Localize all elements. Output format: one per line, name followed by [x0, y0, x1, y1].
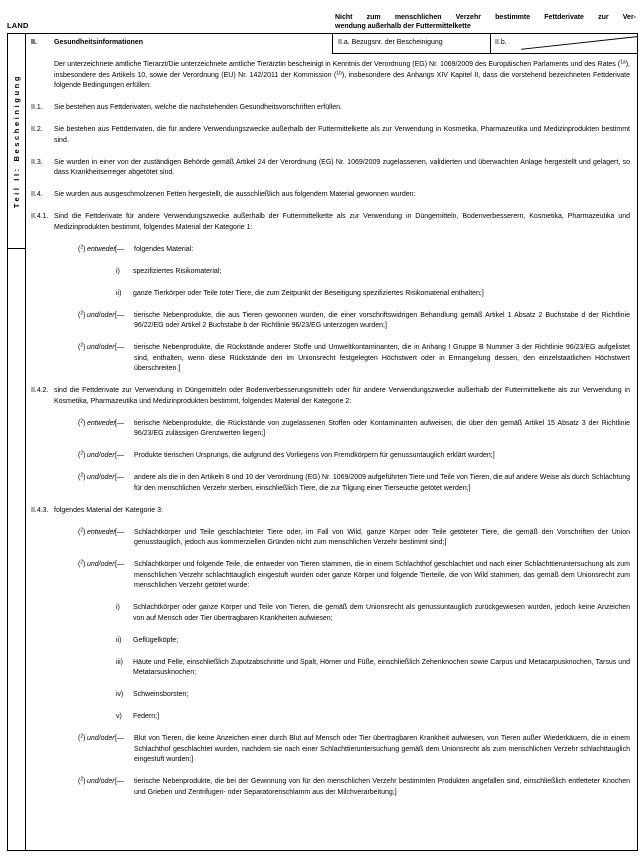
sub-item-ii [54, 289, 630, 300]
section-number: II.3. [31, 158, 43, 166]
option-item [54, 473, 630, 494]
section-number: II.2. [31, 126, 43, 133]
section-text: folgendes Material der Kategorie 3: [54, 506, 163, 514]
part-column [8, 34, 26, 850]
section-text: Sind die Fettderivate für andere Verwendungszwecke außerhalb der Futtermittelkette als zur Verwendung in Düngemitteln, Bodenverbesserern, Kosmetika, Pharmazeutika und Medizinprodukten bestimmt, folgendes Material der Kategorie 1: [54, 213, 630, 231]
option-word: und/oder [86, 474, 115, 481]
section-number: II.1. [31, 104, 43, 111]
sub-item-text: spezifiziertes Risikomaterial; [133, 267, 222, 275]
option-item [54, 734, 630, 766]
part-label-box [8, 34, 25, 249]
sub-item-marker: ii) [116, 636, 122, 644]
bracket-dash: [— [115, 311, 124, 319]
option-marker: ($^2$) und/oder [78, 450, 115, 459]
sub-item-iii [54, 658, 630, 679]
bracket-dash: [— [115, 344, 124, 351]
footnote-ref-2: 2 [80, 310, 84, 316]
section-ii-title: Gesundheitsinformationen [54, 39, 144, 46]
section-text: Sie wurden in einer von der zuständigen Behörde gemäß Artikel 24 der Verordnung (EG) Nr. 1069/2009 zugelassenen, validierten und überwachten Anlage hergestellt und gelagert, so dass Krankheitserreger abgetötet sind. [54, 158, 630, 176]
footnote-ref-2: 2 [80, 776, 84, 783]
diagonal-strike-line [491, 34, 637, 53]
option-word: entweder [86, 528, 116, 536]
option-word: und/oder [86, 561, 115, 568]
section-number: II.4.1. [31, 213, 49, 220]
option-word: und/oder [86, 778, 115, 785]
option-marker: ($^2$) und/oder [78, 559, 115, 568]
certificate-content-column [26, 34, 637, 850]
certificate-table [7, 33, 638, 851]
option-marker: ($^2$) und/oder [78, 472, 115, 481]
section-text: Sie wurden aus ausgeschmolzenen Fetten hergestellt, die ausschließlich aus folgendem Material gewonnen wurden: [54, 191, 416, 198]
section-II.4 [31, 190, 630, 201]
section-II.2 [31, 125, 630, 146]
option-text: Schlachtkörper und folgende Teile, die entweder von Tieren stammen, die in einem Schlachthof geschlachtet und nach einer Schlachttieruntersuchung als zum menschlichen Verzehr schlachttauglich eingestuft wurden oder ganze Körper und folgende Tierteile, die von Wild stammen, das gemäß dem Unionsrecht zum menschlichen Verzehr getötet wurde: [134, 561, 630, 589]
sub-item-iv [54, 690, 630, 701]
sub-item-text: Häute und Felle, einschließlich Zuputzabschnitte und Spalt, Hörner und Füße, einschließlich Zehenknochen sowie Carpus und Metacarpusknochen, Tarsus und Metatarsusknochen; [133, 658, 630, 676]
option-item [54, 560, 630, 592]
page-header [7, 0, 637, 33]
option-item [54, 777, 630, 798]
section-II.3 [31, 158, 630, 179]
section-text: Sie bestehen aus Fettderivaten, die für andere Verwendungszwecke außerhalb der Futtermittelkette als zur Verwendung in Kosmetika, Pharmazeutika und Medizinprodukten bestimmt sind. [54, 126, 630, 144]
section-II.4.3 [31, 506, 630, 810]
option-text: folgendes Material: [134, 245, 194, 253]
option-text: Blut von Tieren, die keine Anzeichen einer durch Blut auf Mensch oder Tier übertragbaren Krankheit aufwiesen, von Tieren außer Wiederkäuern, die in einem Schlachthof geschlachtet wurden, nachdem sie nach einer Schlachttieruntersuchung gemäß dem Unionsrecht als zum menschlichen Verzehr schlachttauglich eingestuft wurden;] [134, 735, 630, 763]
option-text: tierische Nebenprodukte, die aus Tieren gewonnen wurden, die einer vorschriftswidrigen Behandlung gemäß Artikel 1 Absatz 2 Buchstabe d der Richtlinie 96/22/EG oder Artikel 2 Buchstabe b der Richtlinie 96/23/EG unterzogen wurden;] [134, 311, 630, 329]
bracket-dash: [— [115, 778, 124, 785]
footnote-ref-2: 2 [80, 342, 84, 349]
section-number: II.4.2. [31, 387, 49, 394]
sub-item-marker: iii) [116, 658, 123, 666]
section-II.1 [31, 103, 630, 114]
part-label: Teil II: Bescheinigung [12, 73, 21, 209]
local-reference-label: II.b. [495, 39, 507, 46]
health-info-title-cell [26, 34, 332, 54]
option-word: entweder [86, 419, 116, 427]
option-word: und/oder [86, 735, 115, 742]
document-title-line2: wendung außerhalb der Futtermittelkette [335, 23, 471, 30]
sub-item-i [54, 603, 630, 624]
bracket-dash: [— [115, 419, 124, 427]
certificate-body [26, 54, 637, 810]
option-word: und/oder [86, 452, 115, 459]
option-item [54, 311, 630, 332]
option-item [54, 343, 630, 375]
land-label: LAND [7, 21, 29, 30]
footnote-ref-2: 2 [80, 244, 84, 250]
option-marker: ($^2$) und/oder [78, 310, 115, 319]
option-text: Produkte tierischen Ursprungs, die aufgrund des Vorliegens von Fremdkörpern für genussuntauglich erklärt wurden;] [134, 452, 495, 459]
sub-item-text: Geflügelköpfe; [133, 636, 179, 644]
option-marker: ($^2$) entweder [78, 418, 116, 427]
section-number: II.4. [31, 191, 43, 198]
sub-item-text: Schweinsborsten; [133, 691, 189, 698]
option-text: tierische Nebenprodukte, die Rückstände von zugelassenen Stoffen oder Kontaminanten aufweisen, die über den gemäß Artikel 15 Absatz 3 der Richtlinie 96/23/EG zulässigen Grenzwerten liegen;] [134, 419, 630, 437]
option-marker: ($^2$) entweder [78, 244, 116, 253]
footnote-ref-1a: 1a [620, 59, 626, 66]
option-item [54, 245, 630, 256]
sub-item-marker: i) [116, 267, 120, 275]
option-marker: ($^2$) und/oder [78, 342, 115, 351]
option-text: tierische Nebenprodukte, die bei der Gewinnung von für den menschlichen Verzehr bestimmten Produkten angefallen sind, einschließlich entfetteter Knochen und Grieben und Zentrifugen- oder Separatorenschlamm aus der Milchverarbeitung;] [134, 778, 630, 796]
option-item [54, 528, 630, 549]
footnote-ref-2: 2 [80, 527, 84, 533]
bracket-dash: [— [115, 735, 124, 742]
bracket-dash: [— [115, 452, 124, 459]
certificate-reference-number-cell: II.a. Bezugsnr. der Bescheinigung [332, 34, 490, 54]
sub-item-v [54, 712, 630, 723]
document-title-line1: Nicht zum menschlichen Verzehr bestimmte Fettderivate zur Ver- [335, 14, 636, 21]
option-text: andere als die in den Artikeln 8 und 10 der Verordnung (EG) Nr. 1069/2009 aufgeführten Tiere und Teile von Tieren, die auf andere Weise als durch Schlachtung für den menschlichen Verzehr sterben, einschließlich Tiere, die zur Tilgung einer Tierseuche getötet werden;] [134, 474, 630, 492]
option-word: und/oder [86, 344, 115, 351]
option-word: und/oder [86, 311, 115, 319]
section-II.4.1 [31, 212, 630, 386]
section-number: II.4.3. [31, 506, 49, 514]
intro-paragraph [31, 60, 630, 92]
bracket-dash: [— [115, 561, 124, 568]
section-II.4.2 [31, 386, 630, 506]
footnote-ref-2: 2 [80, 418, 84, 424]
footnote-ref-1b: 1b [336, 70, 342, 76]
option-text: Schlachtkörper und Teile geschlachteter Tiere oder, im Fall von Wild, ganze Körper oder Teile getöteter Tiere, die gemäß den Vorschriften der Union genusstauglich, jedoch aus kommerziellen Gründen nicht zum menschlichen Verzehr bestimmt sind;] [134, 528, 630, 546]
option-text: tierische Nebenprodukte, die Rückstände anderer Stoffe und Umweltkontaminanten, die in Anhang I Gruppe B Nummer 3 der Richtlinie 96/23/EG aufgelistet sind, enthalten, wenn diese Rückstände den im Unionsrecht festgelegten Höchstwert oder in Ermangelung dessen, den einzelstaatlichen Höchstwert überschreiten.] [134, 344, 630, 372]
bracket-dash: [— [115, 528, 124, 536]
sub-item-text: ganze Tierkörper oder Teile toter Tiere, die zum Zeitpunkt der Beseitigung spezifiziertes Risikomaterial enthalten;] [133, 289, 484, 297]
footnote-ref-2: 2 [80, 733, 84, 740]
sub-item-marker: i) [116, 604, 120, 611]
section-text: sind die Fettderivate zur Verwendung in Düngemitteln oder Bodenverbesserungsmitteln oder für andere Verwendungszwecke außerhalb der Futtermittelkette als zur Verwendung in Kosmetika, Pharmazeutika und Medizinprodukten bestimmt, folgendes Material der Kategorie 2: [54, 387, 630, 405]
sub-item-marker: ii) [116, 289, 122, 297]
footnote-ref-2: 2 [80, 559, 84, 566]
option-marker: ($^2$) und/oder [78, 776, 115, 785]
option-item [54, 451, 630, 462]
option-word: entweder [86, 245, 116, 253]
option-item [54, 419, 630, 440]
local-reference-cell [490, 34, 637, 54]
sub-item-i [54, 267, 630, 278]
option-marker: ($^2$) entweder [78, 527, 116, 536]
sub-item-marker: v) [116, 713, 122, 720]
sub-item-text: Schlachtkörper oder ganze Körper und Teile von Tieren, die gemäß dem Unionsrecht als genussuntauglich zurückgewiesen wurden, jedoch keine Anzeichen von auf Mensch oder Tier übertragbaren Krankheiten aufwiesen; [133, 604, 630, 622]
section-ii-number: II. [31, 39, 37, 46]
bracket-dash: [— [115, 474, 124, 481]
footnote-ref-2: 2 [80, 450, 84, 457]
intro-text: Der unterzeichnete amtliche Tierarzt/Die unterzeichnete amtliche Tierärztin bescheinigt in Kenntnis der Verordnung (EG) Nr. 1069/2009 des Europäischen Parlaments und des Rates ($^{1a}$), insbesondere des Artikels 10, sowie der Verordnung (EU) Nr. 142/2011 der Kommission ($^{1b}$), insbesondere des Anhangs XIV Kapitel II, dass die vorstehend bezeichneten Fettderivate folgende Bedingungen erfüllen: [54, 59, 630, 89]
bracket-dash: [— [115, 245, 124, 253]
option-marker: ($^2$) und/oder [78, 733, 115, 742]
sub-item-ii [54, 636, 630, 647]
sub-item-text: Federn;] [133, 713, 160, 720]
sub-item-marker: iv) [116, 691, 124, 698]
section-text: Sie bestehen aus Fettderivaten, welche die nachstehenden Gesundheitsvorschriften erfüllen. [54, 104, 342, 111]
document-title [335, 13, 636, 31]
footnote-ref-2: 2 [80, 472, 84, 479]
health-info-header-row [26, 34, 637, 54]
